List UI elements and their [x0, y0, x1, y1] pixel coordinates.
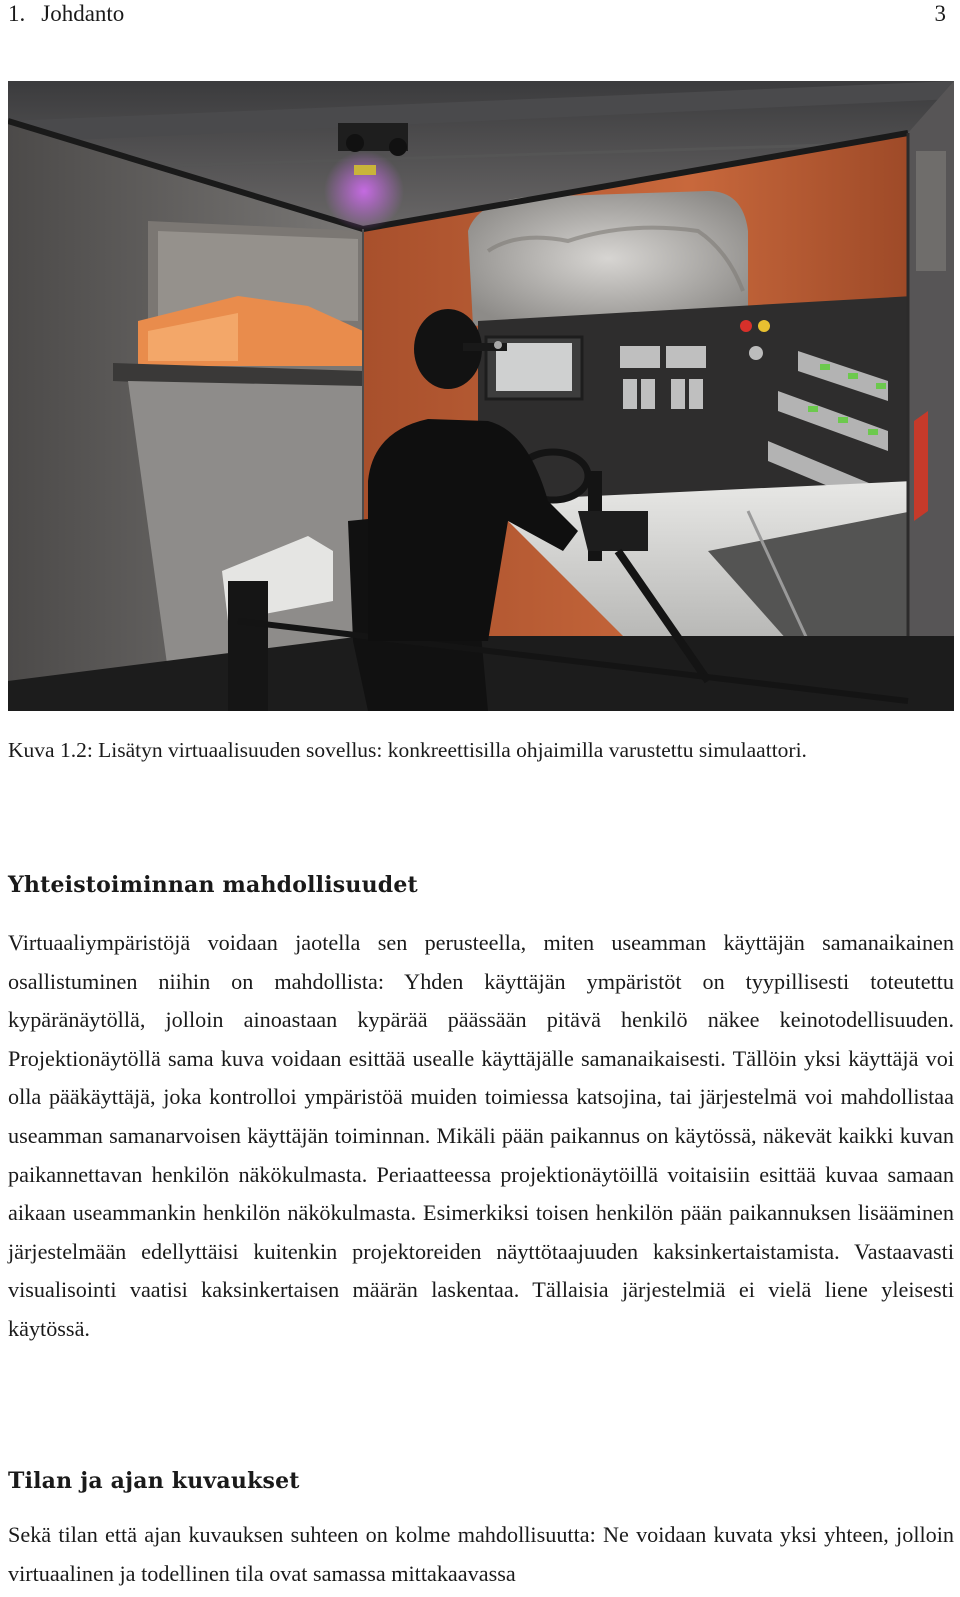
paragraph-collaboration: Virtuaaliympäristöjä voidaan jaotella sen perusteella, miten useamman käyttäjän samanaikainen osallistuminen niihin on mahdollista: Yhden käyttäjän ympäristöt on tyypillisesti toteutettu kypäränäytöllä, jolloin ainoastaan kypärää päässään pitävä henkilö näkee keinotodellisuuden. Projektionäytöllä sama kuva voidaan esittää usealle käyttäjälle samanaikaisesti. Tällöin yksi käyttäjä voi olla pääkäyttäjä, joka kontrolloi ympäristöä muiden toimiessa katsojina, tai järjestelmä voi mahdollistaa useamman samanarvoisen käyttäjän toiminnan. Mikäli pään paikannus on käytössä, näkevät kaikki kuvan paikannettavan henkilön näkökulmasta. Periaatteessa projektionäytöillä voitaisiin esittää kuvaa samaan aikaan useammankin henkilön näkökulmasta. Esimerkiksi toisen henkilön pään paikannuksen lisääminen järjestelmään edellyttäisi kuitenkin projektoreiden näyttötaajuuden kaksinkertaistamista. Vastaavasti visualisointi vaatisi kaksinkertaisen määrän laskentaa. Tällaisia järjestelmiä ei vielä liene yleisesti käytössä. [8, 930, 954, 1341]
section-heading-space-time: Tilan ja ajan kuvaukset [8, 1468, 300, 1494]
chapter-label [8, 1, 124, 27]
paragraph-space-time: Sekä tilan että ajan kuvauksen suhteen on kolme mahdollisuutta: Ne voidaan kuvata yksi yhteen, jolloin virtuaalinen ja todellinen tila ovat samassa mittakaavassa [8, 1522, 954, 1586]
chapter-number: 1. [8, 1, 26, 26]
page-number: 3 [934, 1, 946, 26]
chapter-title: Johdanto [41, 1, 125, 26]
running-header [8, 0, 946, 28]
simulator-photo [8, 81, 954, 711]
section-heading-collaboration: Yhteistoiminnan mahdollisuudet [8, 872, 418, 898]
figure-caption: Kuva 1.2: Lisätyn virtuaalisuuden sovellus: konkreettisilla ohjaimilla varustettu simulaattori. [8, 738, 807, 762]
